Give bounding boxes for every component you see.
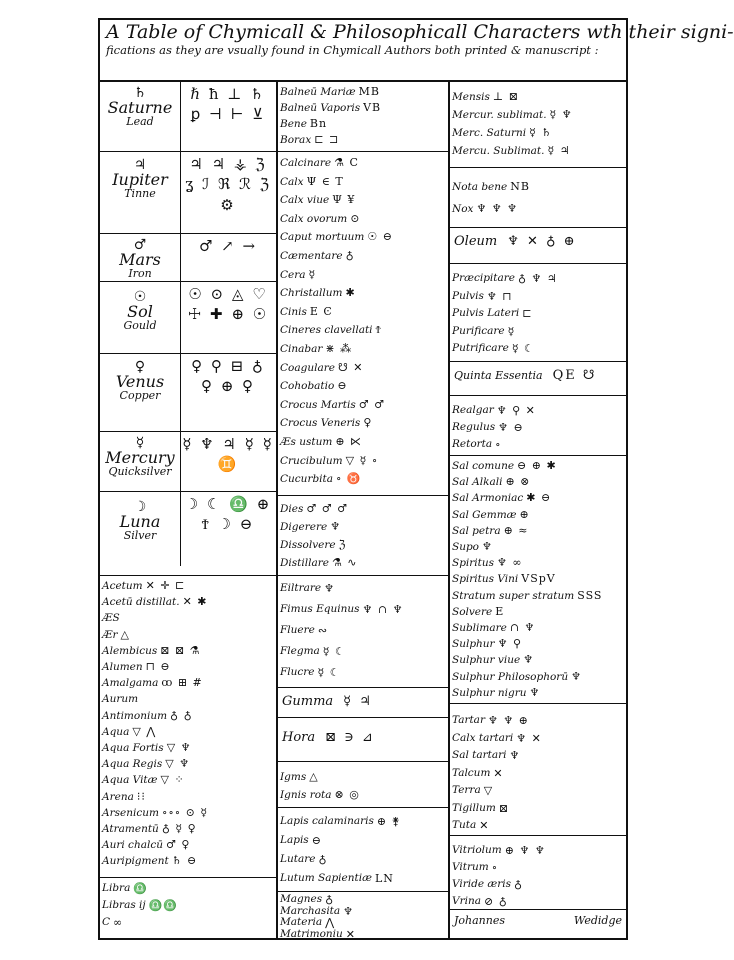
list-item: Vrina ⊘ ♁ — [452, 895, 508, 908]
metal-glyphs: ♃ ♃ ⚶ ℨ ʓ ℐ ℜ ℛ ℨ ⚙ — [185, 155, 278, 214]
metal-mercury — [100, 432, 281, 492]
list-item: Arena ⁝⁝ — [102, 789, 146, 803]
list-item: Cineres clavellati Ϯ — [280, 323, 382, 337]
metal-meaning: Gould — [123, 319, 157, 332]
list-item: Materia ⋀ — [280, 916, 336, 929]
terms-t — [450, 704, 626, 836]
list-item: ÆS — [102, 612, 120, 625]
list-item: Solvere E — [452, 604, 505, 618]
list-item: Crocus Martis ♂ ♂ — [280, 397, 385, 411]
moon-icon: ☽ — [133, 499, 147, 515]
list-item: Crucibulum ▽ ☿ ∘ — [280, 453, 379, 467]
metal-meaning: Copper — [119, 389, 161, 402]
list-item: Igms △ — [280, 770, 319, 783]
list-item: Auripigment ♄ ⊖ — [102, 854, 198, 868]
terms-i — [278, 762, 448, 808]
list-item: Mensis ⊥ ⊠ — [452, 90, 519, 103]
terms-p — [450, 264, 626, 362]
list-item: Acetum ✕ ✛ ⊏ — [102, 579, 186, 592]
terms-q — [450, 362, 626, 396]
column-b-m — [278, 82, 450, 941]
list-item: Eiltrare ♆ — [280, 582, 335, 595]
list-item: Christallum ✱ — [280, 286, 356, 300]
metal-name: Venus — [115, 372, 165, 391]
terms-d — [278, 496, 448, 576]
terms-g — [278, 688, 448, 718]
list-item: Lapis calaminaris ⊕ ⚵ — [280, 815, 401, 828]
list-item: Fimus Equinus ♆ ∩ ♆ — [280, 603, 404, 616]
metal-meaning: Lead — [126, 115, 154, 128]
list-item: Cinabar ⋇ ⁂ — [280, 341, 353, 355]
list-item: Cæmentare ♁ — [280, 248, 355, 262]
metal-iupiter — [100, 152, 276, 234]
list-item: Tuta ✕ — [452, 819, 490, 832]
list-item: Balneū Vaporis VB — [280, 101, 382, 114]
list-item: Antimonium ♁ ♁ — [102, 708, 193, 722]
metal-glyphs: ☽ ☾ ♎ ⊕ Ϯ ☽ ⊖ — [184, 495, 278, 534]
list-item: Cera ☿ — [280, 267, 317, 281]
list-item: Alembicus ⊠ ⊠ ⚗ — [102, 643, 201, 657]
list-item: Gumma ☿ ♃ — [282, 694, 373, 709]
list-item: Realgar ♆ ⚲ ✕ — [452, 404, 536, 417]
list-item: Calx tartari ♆ ✕ — [452, 731, 542, 745]
column-metals — [100, 82, 281, 938]
terms-libra — [100, 878, 276, 940]
list-item: Borax ⊏ ⊐ — [280, 133, 340, 146]
list-item: Flucre ☿ ☾ — [280, 666, 341, 679]
list-item: Matrimoniu ✕ — [280, 927, 356, 941]
list-item: Sulphur Philosophorū ♆ — [452, 669, 582, 683]
terms-a — [100, 576, 276, 878]
title-line-2: fications as they are vsually found in Chymicall Authors both printed & manuscript : — [106, 42, 599, 57]
list-item: Stratum super stratum SSS — [452, 588, 603, 602]
metal-glyphs: ℏ ħ ⊥ ♄ ꝑ ⊣ ⊢ ⊻ — [190, 85, 273, 124]
list-item: Quinta Essentia QE ☋ — [454, 368, 597, 383]
terms-h — [278, 718, 448, 762]
list-item: Dies ♂ ♂ ♂ — [280, 502, 348, 515]
metal-glyphs: ♀ ⚲ ⊟ ♁ ♀ ⊕ ♀ — [191, 357, 272, 396]
character-table — [98, 18, 734, 941]
metal-name: Saturne — [107, 98, 173, 117]
list-item: Aurum — [102, 693, 139, 706]
column-m-v — [450, 82, 626, 938]
terms-b — [278, 82, 448, 152]
metal-sol — [100, 282, 276, 354]
list-item: Calcinare ⚗ C — [280, 156, 359, 169]
terms-r — [450, 396, 626, 456]
list-item: Lutum Sapientiæ LN — [280, 872, 394, 885]
list-item: Dissolvere ℨ — [280, 538, 347, 551]
list-item: Sal comune ⊖ ⊕ ✱ — [452, 459, 557, 472]
list-item: Sal tartari ♆ — [452, 749, 521, 762]
list-item: Auri chalcū ♂ ♀ — [102, 838, 191, 852]
table-title — [100, 20, 734, 82]
terms-m — [278, 892, 448, 940]
list-item: Marchasita ♆ — [280, 904, 355, 918]
list-item: Æs ustum ⊕ ⋉ — [280, 434, 363, 448]
terms-e-f — [278, 576, 448, 688]
terms-v — [450, 836, 626, 910]
metal-venus — [100, 354, 276, 432]
list-item: Pulvis ♆ ⊓ — [452, 289, 513, 303]
list-item: Merc. Saturni ☿ ♄ — [452, 126, 553, 139]
metal-saturne — [100, 82, 276, 152]
metal-name: Iupiter — [112, 170, 168, 189]
jupiter-icon: ♃ — [133, 157, 147, 173]
list-item: Aqua Vitæ ▽ ⁘ — [102, 773, 185, 787]
terms-l — [278, 808, 448, 892]
list-item: Cucurbita ∘ ♉ — [280, 472, 362, 486]
list-item: Ignis rota ⊗ ◎ — [280, 788, 360, 801]
list-item: Crocus Veneris ♀ — [280, 416, 373, 430]
metal-meaning: Silver — [123, 529, 157, 542]
metal-luna — [100, 492, 276, 576]
metal-meaning: Tinne — [124, 187, 156, 200]
terms-o — [450, 228, 626, 264]
list-item: Nota bene NB — [452, 180, 530, 193]
list-item: Calx viue Ψ ¥ — [280, 193, 356, 207]
list-item: Sulphur viue ♆ — [452, 653, 535, 667]
list-item: Sal petra ⊕ ≈ — [452, 523, 529, 537]
list-item: Fluere ∾ — [280, 624, 329, 637]
list-item: Sal Alkali ⊕ ⊗ — [452, 475, 531, 489]
list-item: Tartar ♆ ♆ ⊕ — [452, 714, 529, 727]
list-item: Hora ⊠ ∋ ⊿ — [282, 730, 375, 745]
metal-mars — [100, 234, 276, 282]
metal-meaning: Quicksilver — [108, 465, 172, 478]
list-item: Cohobatio ⊖ — [280, 379, 348, 393]
list-item: Aqua Regis ▽ ♆ — [102, 757, 191, 771]
terms-s — [450, 456, 626, 704]
metal-glyphs: ☉ ⊙ ◬ ♡ ☩ ✚ ⊕ ☉ — [187, 285, 275, 324]
list-item: Libras ij ♎♎ — [102, 899, 179, 912]
list-item: Sulphur ♆ ⚲ — [452, 637, 523, 651]
list-item: Præcipitare ♁ ♆ ♃ — [452, 272, 558, 285]
list-item: Coagulare ☋ ✕ — [280, 360, 364, 374]
list-item: Libra ♎ — [102, 882, 149, 895]
list-item: Spiritus ♆ ∞ — [452, 556, 523, 570]
list-item: Supo ♆ — [452, 540, 493, 554]
metal-name: Luna — [119, 512, 161, 531]
list-item: Digerere ♆ — [280, 520, 342, 533]
metal-name: Sol — [127, 302, 153, 321]
metal-glyphs: ♂ ↗ → — [198, 237, 258, 255]
list-item: Lapis ⊖ — [280, 834, 322, 847]
list-item: C ∞ — [102, 916, 124, 929]
mercury-icon: ☿ — [135, 435, 145, 451]
list-item: Purificare ☿ — [452, 324, 516, 338]
list-item: Distillare ⚗ ∿ — [280, 556, 358, 569]
list-item: Alumen ⊓ ⊖ — [102, 660, 171, 674]
signature-first: Johannes — [454, 914, 505, 927]
list-item: Caput mortuum ☉ ⊖ — [280, 230, 393, 244]
mars-icon: ♂ — [133, 237, 147, 253]
list-item: Sublimare ∩ ♆ — [452, 621, 536, 635]
list-item: Amalgama ꝏ ⊞ # — [102, 676, 203, 690]
list-item: Regulus ♆ ⊖ — [452, 421, 524, 434]
list-item: Nox ♆ ♆ ♆ — [452, 202, 519, 215]
list-item: Atramentū ♁ ☿ ♀ — [102, 822, 197, 836]
list-item: Flegma ☿ ☾ — [280, 645, 346, 658]
terms-mensis — [450, 82, 626, 168]
list-item: Ær △ — [102, 627, 130, 641]
list-item: Bene Bn — [280, 117, 328, 130]
venus-icon: ♀ — [134, 359, 146, 375]
title-line-1: A Table of Chymicall & Philosophicall Characters wth their signi- — [106, 21, 734, 43]
list-item: Balneū Mariæ MB — [280, 85, 381, 98]
list-item: Sal Armoniac ✱ ⊖ — [452, 491, 552, 505]
saturn-icon: ♄ — [133, 85, 147, 101]
sun-icon: ☉ — [133, 289, 147, 305]
list-item: Aqua Fortis ▽ ♆ — [102, 741, 192, 755]
list-item: Lutare ♁ — [280, 853, 328, 866]
list-item: Putrificare ☿ ☾ — [452, 342, 535, 355]
terms-n — [450, 168, 626, 228]
list-item: Retorta ∘ — [452, 438, 502, 451]
list-item: Sulphur nigru ♆ — [452, 685, 541, 699]
list-item: Spiritus Vini VSpV — [452, 572, 556, 586]
list-item: Magnes ♁ — [280, 893, 335, 906]
metal-meaning: Iron — [128, 267, 152, 280]
list-item: Pulvis Lateri ⊏ — [452, 307, 533, 320]
list-item: Arsenicum ∘∘∘ ⊙ ☿ — [102, 805, 209, 819]
list-item: Aqua ▽ ⋀ — [102, 724, 157, 738]
list-item: Calx ovorum ⊙ — [280, 211, 361, 225]
list-item: Tigillum ⊠ — [452, 801, 510, 815]
metal-name: Mercury — [105, 448, 175, 467]
signature-last: Wedidge — [573, 914, 622, 927]
list-item: Talcum ✕ — [452, 766, 504, 780]
list-item: Mercur. sublimat. ☿ ♆ — [452, 108, 573, 121]
metal-glyphs: ☿ ♆ ♃ ☿ ☿ ♊ — [182, 435, 281, 474]
list-item: Vitrum ∘ — [452, 861, 499, 874]
list-item: Cinis Ε Ͼ — [280, 304, 333, 318]
list-item: Oleum ♆ ✕ ♁ ⊕ — [454, 234, 577, 249]
metal-name: Mars — [119, 250, 161, 269]
signature — [450, 910, 626, 940]
list-item: Mercu. Sublimat. ☿ ♃ — [452, 144, 571, 157]
list-item: Acetū distillat. ✕ ✱ — [102, 595, 208, 609]
list-item: Sal Gemmæ ⊕ — [452, 507, 530, 521]
list-item: Viride æris ♁ — [452, 878, 524, 891]
list-item: Vitriolum ⊕ ♆ ♆ — [452, 844, 546, 857]
terms-c — [278, 152, 448, 496]
list-item: Calx Ψ ∈ Τ — [280, 174, 344, 188]
list-item: Terra ▽ — [452, 784, 494, 797]
